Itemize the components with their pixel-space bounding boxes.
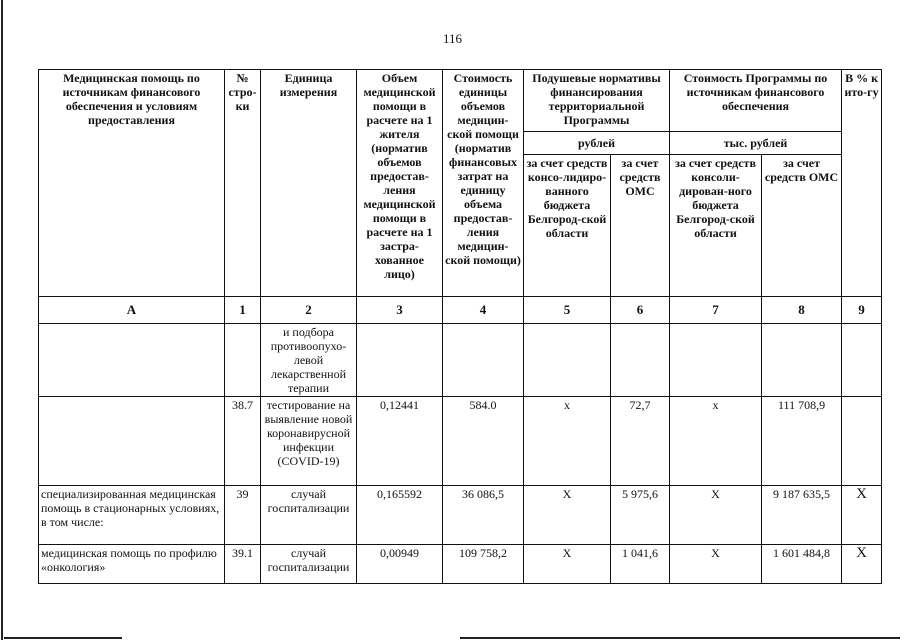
program-cost-table bbox=[38, 69, 882, 584]
row-unit: случай госпитализации bbox=[261, 486, 357, 545]
header-unit-thous: тыс. рублей bbox=[670, 132, 842, 155]
row-percent: Х bbox=[842, 486, 882, 545]
row-volume: 0,165592 bbox=[357, 486, 443, 545]
header-col-7: за счет средств консоли-дирован-ного бюджета Белгород-ской области bbox=[670, 155, 762, 297]
header-col-2: Единица измерения bbox=[261, 70, 357, 297]
row-cost-oms: 9 187 635,5 bbox=[762, 486, 842, 545]
table-row bbox=[39, 324, 882, 397]
row-number: 39 bbox=[225, 486, 261, 545]
row-cost-budget: Х bbox=[670, 486, 762, 545]
left-scan-border bbox=[1, 0, 3, 640]
row-norm-oms: 5 975,6 bbox=[611, 486, 670, 545]
col-number: 6 bbox=[611, 297, 670, 324]
row-percent bbox=[842, 324, 882, 397]
table-row bbox=[39, 486, 882, 545]
row-number: 38.7 bbox=[225, 397, 261, 486]
row-volume: 0,00949 bbox=[357, 545, 443, 584]
row-cost-budget: Х bbox=[670, 545, 762, 584]
row-unit: и подбора противоопухо-левой лекарственной терапии bbox=[261, 324, 357, 397]
header-col-9: В % к ито-гу bbox=[842, 70, 882, 297]
row-cost-oms: 1 601 484,8 bbox=[762, 545, 842, 584]
row-number: 39.1 bbox=[225, 545, 261, 584]
row-norm-budget: Х bbox=[524, 545, 611, 584]
header-unit-rub: рублей bbox=[524, 132, 670, 155]
col-number: 3 bbox=[357, 297, 443, 324]
row-norm-oms: 72,7 bbox=[611, 397, 670, 486]
row-norm-oms bbox=[611, 324, 670, 397]
bottom-rule-left bbox=[4, 637, 122, 639]
column-number-row bbox=[39, 297, 882, 324]
row-norm-budget: х bbox=[524, 397, 611, 486]
row-norm-oms: 1 041,6 bbox=[611, 545, 670, 584]
table-row bbox=[39, 545, 882, 584]
row-unit-cost: 109 758,2 bbox=[443, 545, 524, 584]
header-col-a: Медицинская помощь по источникам финансового обеспечения и условиям предоставления bbox=[39, 70, 225, 297]
row-percent: Х bbox=[842, 545, 882, 584]
row-norm-budget bbox=[524, 324, 611, 397]
col-number: 8 bbox=[762, 297, 842, 324]
header-col-1: № стро-ки bbox=[225, 70, 261, 297]
bottom-rule-right bbox=[460, 637, 900, 639]
col-number: 9 bbox=[842, 297, 882, 324]
header-col-3: Объем медицинской помощи в расчете на 1 жителя (норматив объемов предостав-ления медицинской помощи в расчете на 1 застра-хованное лицо) bbox=[357, 70, 443, 297]
row-number bbox=[225, 324, 261, 397]
col-number: 2 bbox=[261, 297, 357, 324]
row-cost-oms bbox=[762, 324, 842, 397]
row-unit-cost bbox=[443, 324, 524, 397]
row-cost-budget: х bbox=[670, 397, 762, 486]
col-number: 7 bbox=[670, 297, 762, 324]
row-unit-cost: 36 086,5 bbox=[443, 486, 524, 545]
table-row bbox=[39, 397, 882, 486]
col-number: 4 bbox=[443, 297, 524, 324]
col-number: 1 bbox=[225, 297, 261, 324]
col-number: А bbox=[39, 297, 225, 324]
col-number: 5 bbox=[524, 297, 611, 324]
page-number: 116 bbox=[442, 31, 463, 46]
row-unit: тестирование на выявление новой коронавирусной инфекции (COVID-19) bbox=[261, 397, 357, 486]
row-description: специализированная медицинская помощь в стационарных условиях, в том числе: bbox=[39, 486, 225, 545]
header-col-4: Стоимость единицы объемов медицин-ской помощи (норматив финансовых затрат на единицу объема предостав-ления медицин-ской помощи) bbox=[443, 70, 524, 297]
row-norm-budget: Х bbox=[524, 486, 611, 545]
header-group-cost: Стоимость Программы по источникам финансового обеспечения bbox=[670, 70, 842, 132]
row-volume: 0,12441 bbox=[357, 397, 443, 486]
row-unit: случай госпитализации bbox=[261, 545, 357, 584]
header-row-1 bbox=[39, 70, 882, 132]
row-cost-budget bbox=[670, 324, 762, 397]
row-description bbox=[39, 324, 225, 397]
row-description: медицинская помощь по профилю «онкология» bbox=[39, 545, 225, 584]
header-col-6: за счет средств ОМС bbox=[611, 155, 670, 297]
row-cost-oms: 111 708,9 bbox=[762, 397, 842, 486]
row-description bbox=[39, 397, 225, 486]
row-percent bbox=[842, 397, 882, 486]
header-group-norms: Подушевые нормативы финансирования территориальной Программы bbox=[524, 70, 670, 132]
header-col-8: за счет средств ОМС bbox=[762, 155, 842, 297]
row-unit-cost: 584.0 bbox=[443, 397, 524, 486]
header-col-5: за счет средств консо-лидиро-ванного бюджета Белгород-ской области bbox=[524, 155, 611, 297]
row-volume bbox=[357, 324, 443, 397]
